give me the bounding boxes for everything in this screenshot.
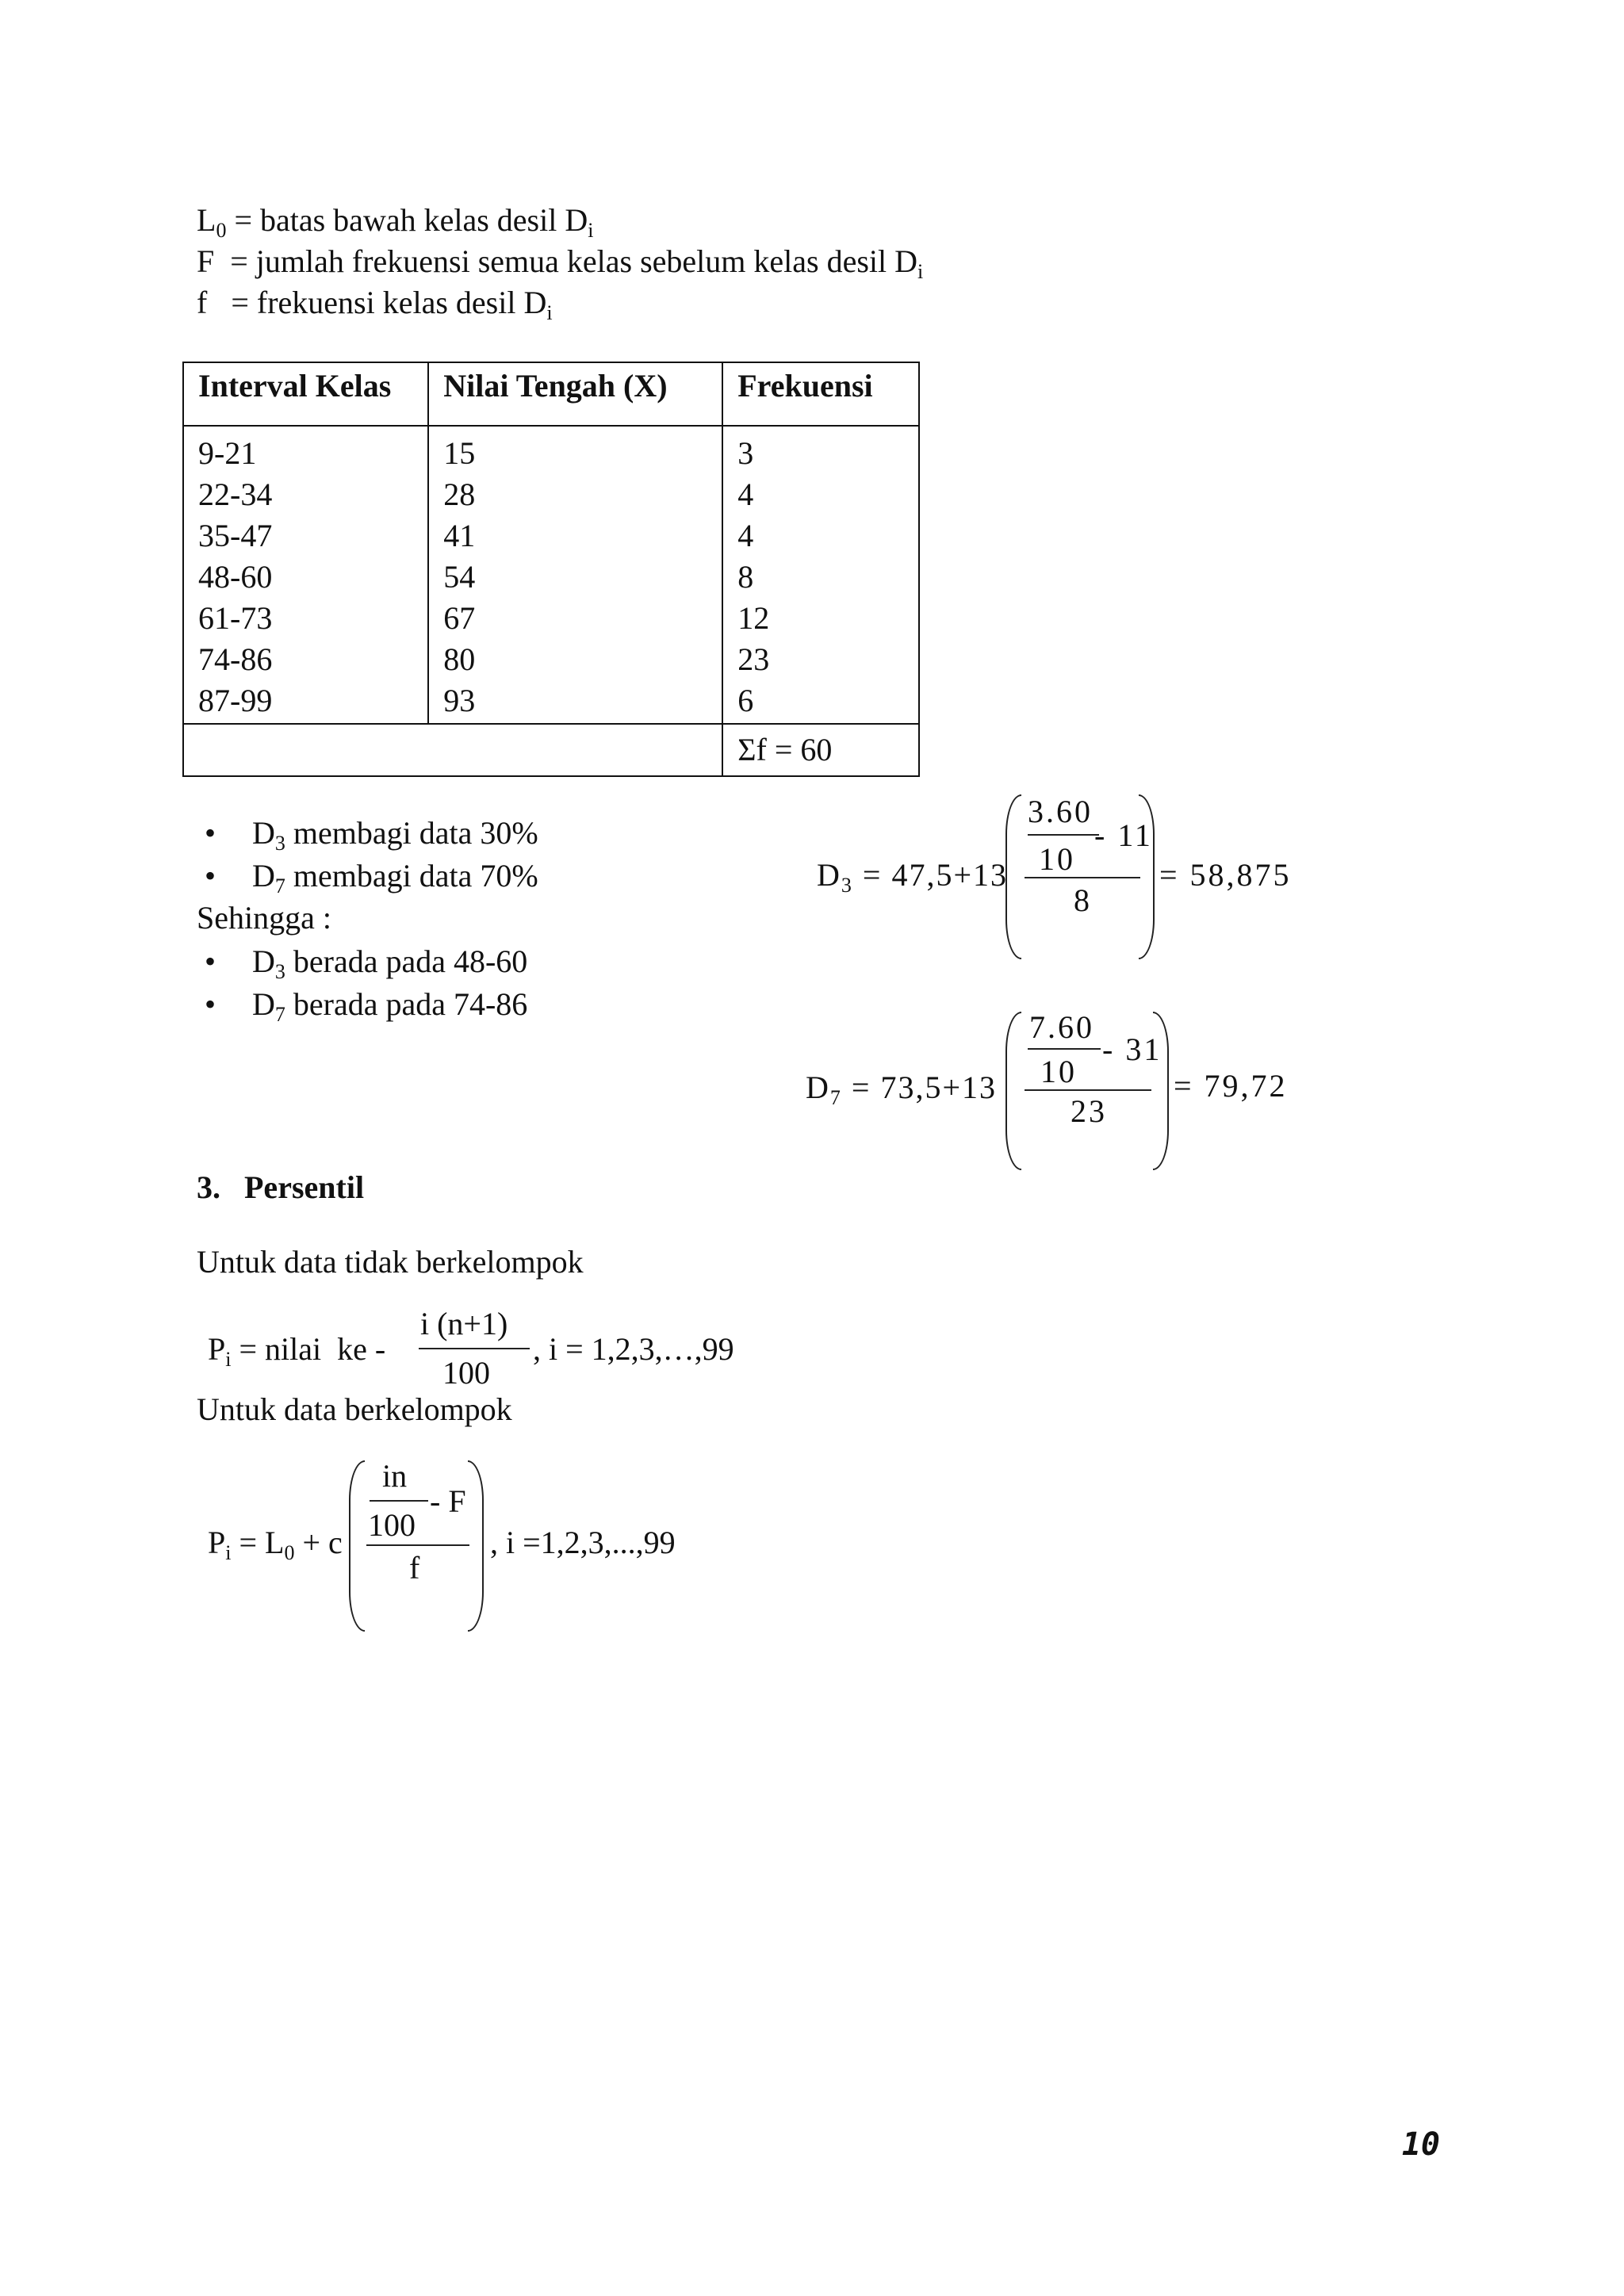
table-header-row <box>183 362 919 426</box>
decile-division-list <box>252 812 538 897</box>
d3-inner-frac-line <box>1028 834 1099 836</box>
d3-lhs: $D_3 = 47,5+13$ <box>817 857 1009 897</box>
header-interval-kelas: Interval Kelas <box>183 362 428 426</box>
total-frequency: Σf = 60 <box>722 724 919 776</box>
definitions-block <box>197 200 923 323</box>
p-ungrouped-lhs: $P_i$ = nilai ke - <box>208 1331 386 1371</box>
table-total-row <box>183 724 919 776</box>
frequency-table <box>182 362 920 777</box>
p-ungrouped-denominator: 100 <box>442 1355 490 1391</box>
definition-f-cumulative: F = jumlah frekuensi semua kelas sebelum kelas desil $D_i$ <box>197 243 924 283</box>
cell-midpoint: 28 <box>428 474 722 515</box>
p-grouped-denominator: f <box>409 1550 420 1586</box>
d7-num-bottom: 10 <box>1040 1054 1077 1089</box>
cell-frequency: 23 <box>722 639 919 680</box>
list-item: • $D_7$ membagi data 70% <box>252 855 538 897</box>
p-grouped-left-paren <box>349 1460 365 1632</box>
list-item: • $D_7$ berada pada 74-86 <box>252 983 527 1026</box>
p-grouped-lhs: $P_i = L_0 + c$ <box>208 1525 343 1564</box>
list-item: • $D_3$ berada pada 48-60 <box>252 940 527 983</box>
p-ungrouped-tail: , i = 1,2,3,…,99 <box>533 1331 734 1367</box>
ungrouped-data-label: Untuk data tidak berkelompok <box>197 1244 584 1280</box>
cell-midpoint: 67 <box>428 598 722 639</box>
d7-inner-frac-line <box>1028 1048 1101 1050</box>
cell-frequency: 12 <box>722 598 919 639</box>
cell-interval: 74-86 <box>183 639 428 680</box>
d7-result: = 79,72 <box>1174 1068 1288 1104</box>
definition-l0: $L_0$ = batas bawah kelas desil $D_i$ <box>197 202 594 242</box>
d3-result: = 58,875 <box>1159 857 1292 893</box>
d3-main-frac-line <box>1025 877 1140 878</box>
cell-midpoint: 80 <box>428 639 722 680</box>
d7-lhs: $D_7 = 73,5+13$ <box>806 1070 998 1109</box>
table-row <box>183 598 919 639</box>
p-grouped-tail: , i =1,2,3,...,99 <box>490 1525 676 1560</box>
d7-denominator: 23 <box>1071 1093 1107 1129</box>
cell-midpoint: 15 <box>428 426 722 474</box>
definition-f-frequency: f = frekuensi kelas desil $D_i$ <box>197 285 553 324</box>
p-grouped-in: in <box>382 1458 408 1494</box>
p-ungrouped-numerator: i (n+1) <box>420 1306 508 1341</box>
p-grouped-minus-f: - F <box>430 1483 466 1519</box>
d7-main-frac-line <box>1025 1089 1151 1091</box>
total-empty-cell <box>183 724 722 776</box>
cell-frequency: 4 <box>722 515 919 557</box>
p-grouped-main-frac-line <box>366 1544 469 1546</box>
p-grouped-hundred: 100 <box>368 1507 416 1543</box>
cell-interval: 87-99 <box>183 680 428 724</box>
cell-interval: 22-34 <box>183 474 428 515</box>
grouped-data-label: Untuk data berkelompok <box>197 1391 512 1427</box>
d3-denominator: 8 <box>1074 882 1090 918</box>
table-row <box>183 426 919 474</box>
p-grouped-inner-frac-line <box>370 1500 428 1502</box>
d3-right-paren <box>1139 794 1155 959</box>
cell-frequency: 6 <box>722 680 919 724</box>
d3-left-paren <box>1005 794 1021 959</box>
p-grouped-right-paren <box>468 1460 484 1632</box>
page-number: 10 <box>1401 2126 1440 2163</box>
d7-num-minus: - 31 <box>1102 1031 1162 1067</box>
cell-frequency: 8 <box>722 557 919 598</box>
table-row <box>183 639 919 680</box>
list-item: • $D_3$ membagi data 30% <box>252 812 538 855</box>
cell-frequency: 3 <box>722 426 919 474</box>
section-heading-persentil: 3. Persentil <box>197 1169 365 1205</box>
cell-midpoint: 93 <box>428 680 722 724</box>
cell-interval: 48-60 <box>183 557 428 598</box>
cell-interval: 9-21 <box>183 426 428 474</box>
cell-midpoint: 41 <box>428 515 722 557</box>
d3-num-minus: - 11 <box>1094 817 1153 853</box>
table-row <box>183 515 919 557</box>
cell-interval: 35-47 <box>183 515 428 557</box>
d3-num-top: 3.60 <box>1028 794 1093 829</box>
cell-midpoint: 54 <box>428 557 722 598</box>
table-row <box>183 474 919 515</box>
sehingga-label: Sehingga : <box>197 900 331 936</box>
d7-num-top: 7.60 <box>1029 1009 1094 1045</box>
d3-num-bottom: 10 <box>1039 841 1075 877</box>
decile-location-list <box>252 940 527 1026</box>
table-row <box>183 680 919 724</box>
cell-frequency: 4 <box>722 474 919 515</box>
table-row <box>183 557 919 598</box>
header-frekuensi: Frekuensi <box>722 362 919 426</box>
d7-right-paren <box>1153 1012 1169 1170</box>
d7-left-paren <box>1005 1012 1021 1170</box>
header-nilai-tengah: Nilai Tengah (X) <box>428 362 722 426</box>
cell-interval: 61-73 <box>183 598 428 639</box>
p-ungrouped-frac-line <box>419 1348 530 1349</box>
